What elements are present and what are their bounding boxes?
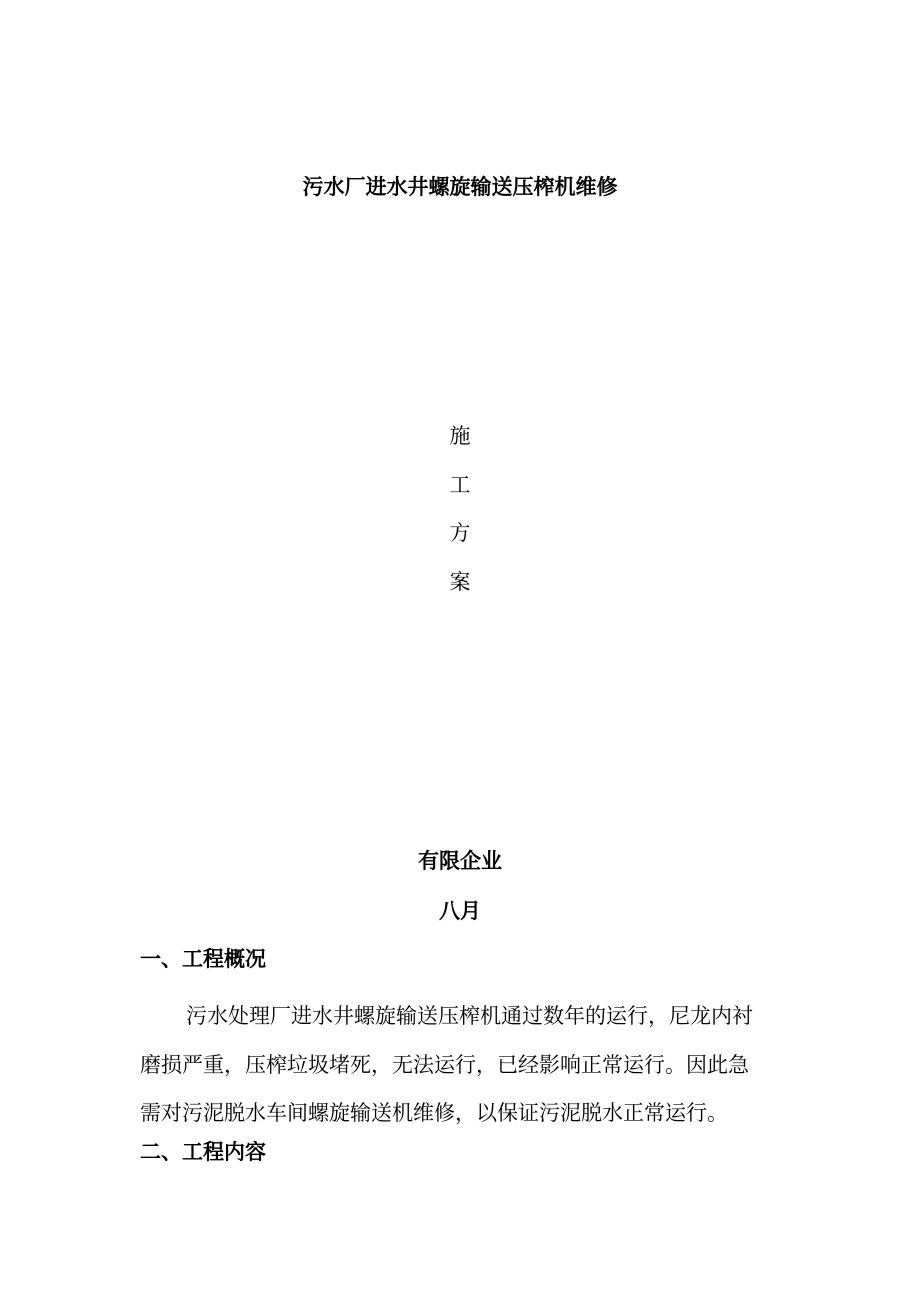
section-heading-overview: 一、工程概况 [140,947,266,971]
paragraph-line: 污水处理厂进水井螺旋输送压榨机通过数年的运行，尼龙内衬 [186,1004,753,1028]
cover-char: 工 [449,472,471,497]
paragraph-line: 需对污泥脱水车间螺旋输送机维修，以保证污泥脱水正常运行。 [140,1101,728,1125]
paragraph-line: 磨损严重，压榨垃圾堵死，无法运行，已经影响正常运行。因此急 [140,1052,749,1077]
cover-char: 施 [449,424,471,448]
cover-char: 案 [449,569,471,594]
document-month: 八月 [439,899,481,923]
section-heading-content: 二、工程内容 [140,1140,266,1164]
company-name: 有限企业 [418,849,502,873]
document-title: 污水厂进水井螺旋输送压榨机维修 [302,175,618,199]
section-overview-paragraph [140,992,785,1138]
cover-vertical-title [0,412,920,606]
cover-char: 方 [449,521,471,545]
